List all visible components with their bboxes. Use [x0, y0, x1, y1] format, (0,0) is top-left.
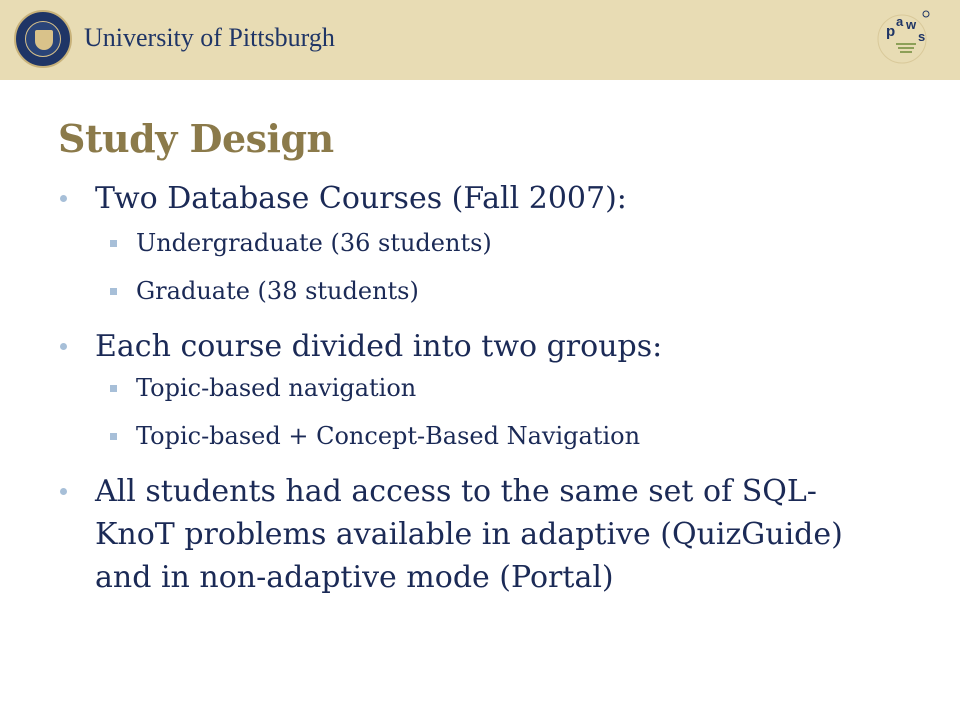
- bullet-text: Two Database Courses (Fall 2007):: [95, 181, 627, 216]
- bullet-dot: [60, 488, 67, 495]
- bullet-text-line: KnoT problems available in adaptive (QuizGuide): [95, 517, 843, 552]
- sub-bullet-text: Topic-based + Concept-Based Navigation: [136, 422, 641, 450]
- bullet-dot: [60, 195, 67, 202]
- bullet-text-line: and in non-adaptive mode (Portal): [95, 560, 614, 595]
- sub-bullet-text: Topic-based navigation: [136, 374, 417, 402]
- sub-bullet-square: [110, 385, 117, 392]
- paws-logo: [872, 6, 936, 68]
- svg-text:s: s: [918, 29, 926, 44]
- university-name: University of Pittsburgh: [84, 23, 335, 52]
- svg-text:a: a: [896, 14, 904, 29]
- university-seal-logo: [14, 10, 72, 68]
- slide-title: Study Design: [58, 116, 334, 161]
- svg-text:p: p: [886, 23, 896, 40]
- sub-bullet-square: [110, 288, 117, 295]
- header-banner: [0, 0, 960, 80]
- sub-bullet-text: Graduate (38 students): [136, 277, 419, 305]
- sub-bullet-square: [110, 433, 117, 440]
- sub-bullet-square: [110, 240, 117, 247]
- bullet-dot: [60, 343, 67, 350]
- bullet-text-line: All students had access to the same set of SQL-: [95, 474, 817, 509]
- sub-bullet-text: Undergraduate (36 students): [136, 229, 492, 257]
- bullet-text: Each course divided into two groups:: [95, 329, 663, 364]
- svg-text:w: w: [906, 17, 917, 32]
